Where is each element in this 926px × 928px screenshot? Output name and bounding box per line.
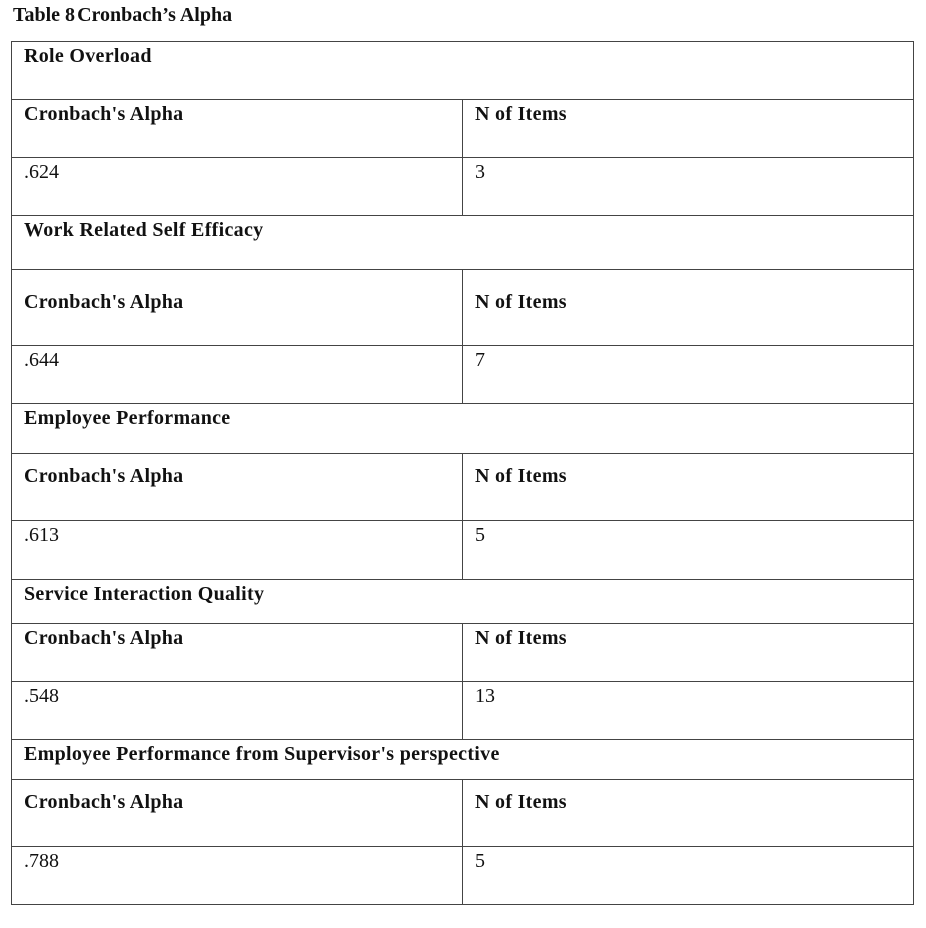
alpha-value: .613 bbox=[12, 521, 463, 580]
section-title: Employee Performance from Supervisor's perspective bbox=[12, 740, 914, 780]
value-row bbox=[12, 682, 914, 740]
header-row bbox=[12, 780, 914, 847]
header-row bbox=[12, 100, 914, 158]
table-number: Table 8 bbox=[13, 4, 76, 26]
items-value: 7 bbox=[463, 346, 914, 404]
table-title: Cronbach’s Alpha bbox=[77, 4, 233, 26]
section-title-row bbox=[12, 580, 914, 624]
items-header: N of Items bbox=[463, 780, 914, 847]
section-title-row bbox=[12, 216, 914, 270]
header-row bbox=[12, 270, 914, 346]
section-title-row bbox=[12, 42, 914, 100]
header-row bbox=[12, 624, 914, 682]
value-row bbox=[12, 521, 914, 580]
header-row bbox=[12, 454, 914, 521]
alpha-header: Cronbach's Alpha bbox=[12, 270, 463, 346]
items-value: 3 bbox=[463, 158, 914, 216]
items-value: 5 bbox=[463, 847, 914, 905]
section-title: Role Overload bbox=[12, 42, 914, 100]
alpha-value: .644 bbox=[12, 346, 463, 404]
alpha-value: .624 bbox=[12, 158, 463, 216]
items-header: N of Items bbox=[463, 100, 914, 158]
value-row bbox=[12, 346, 914, 404]
section-title-row bbox=[12, 404, 914, 454]
items-value: 5 bbox=[463, 521, 914, 580]
alpha-header: Cronbach's Alpha bbox=[12, 780, 463, 847]
alpha-header: Cronbach's Alpha bbox=[12, 624, 463, 682]
alpha-value: .788 bbox=[12, 847, 463, 905]
alpha-header: Cronbach's Alpha bbox=[12, 454, 463, 521]
items-header: N of Items bbox=[463, 624, 914, 682]
section-title-row bbox=[12, 740, 914, 780]
alpha-header: Cronbach's Alpha bbox=[12, 100, 463, 158]
section-title: Employee Performance bbox=[12, 404, 914, 454]
items-value: 13 bbox=[463, 682, 914, 740]
value-row bbox=[12, 847, 914, 905]
section-title: Service Interaction Quality bbox=[12, 580, 914, 624]
alpha-value: .548 bbox=[12, 682, 463, 740]
cronbach-alpha-table bbox=[11, 41, 914, 905]
items-header: N of Items bbox=[463, 270, 914, 346]
table-caption bbox=[13, 3, 232, 27]
section-title: Work Related Self Efficacy bbox=[12, 216, 914, 270]
items-header: N of Items bbox=[463, 454, 914, 521]
value-row bbox=[12, 158, 914, 216]
